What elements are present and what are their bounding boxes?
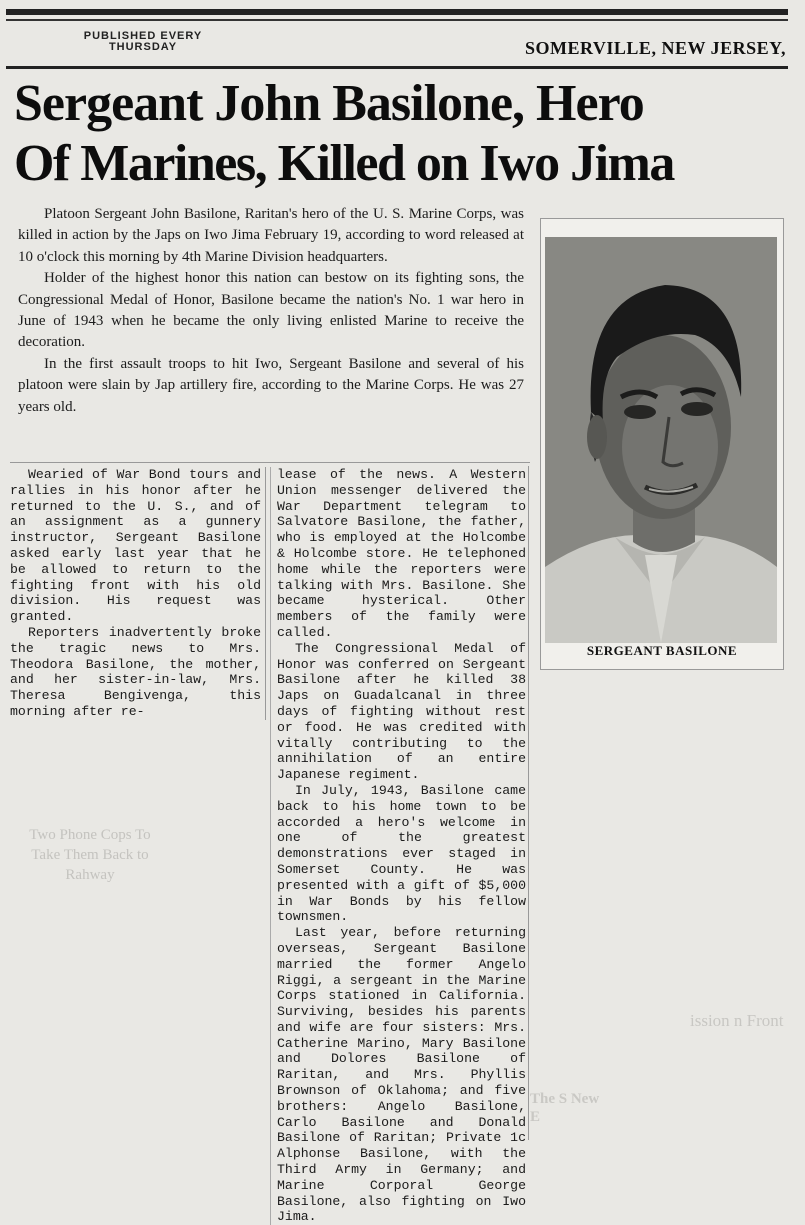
masthead-top-rule	[6, 9, 788, 15]
column-paragraph: The Congressional Medal of Honor was conferred on Sergeant Basilone after he killed 38 Japs on Guadalcanal in three days of fighting without rest or food. He was credited with vitally contributing to the annihilation of an entire Japanese regiment.	[277, 640, 526, 783]
publication-frequency: PUBLISHED EVERY THURSDAY	[83, 30, 203, 53]
column-paragraph: lease of the news. A Western Union messenger delivered the War Department telegram to Salvatore Basilone, the father, who is employed at the Holcombe & Holcombe store. He telephoned home while the reporters were talking with Mrs. Basilone. She became hysterical. Other members of the family were called.	[277, 467, 526, 640]
column-divider	[528, 466, 529, 1140]
lead-paragraph: In the first assault troops to hit Iwo, Sergeant Basilone and several of his platoon were slain by Jap artillery fire, according to the Marine Corps. He was 27 years old.	[18, 355, 524, 415]
headline-line-2: Of Marines, Killed on Iwo Jima	[14, 135, 674, 192]
masthead-bottom-rule	[6, 66, 788, 69]
lead-paragraph: Platoon Sergeant John Basilone, Raritan's hero of the U. S. Marine Corps, was killed in action by the Japs on Iwo Jima February 19, according to word released at 10 o'clock this morning by 4th Marine Division headquarters.	[18, 206, 524, 265]
portrait-box	[540, 218, 784, 670]
lead-paragraphs	[18, 204, 524, 418]
headline	[14, 74, 790, 194]
portrait-caption: SERGEANT BASILONE	[586, 643, 738, 658]
headline-line-1: Sergeant John Basilone, Hero	[14, 75, 644, 132]
column-paragraph: Last year, before returning overseas, Sergeant Basilone married the former Angelo Riggi, a sergeant in the Marine Corps stationed in California. Surviving, besides his parents and wife are four sisters: Mrs. Catherine Marino, Mary Basilone and Dolores Basilone of Raritan, and Mrs. Phyllis Brownson of Oklahoma; and five brothers: Angelo Basilone, Carlo Basilone and Donald Basilone of Raritan; Private 1c Alphonse Basilone, with the Third Army in Germany; and Marine Corporal George Basilone, also fighting on Iwo Jima.	[277, 925, 526, 1225]
bleed-heading-bottom: The S New E	[530, 1091, 600, 1125]
column-paragraph: In July, 1943, Basilone came back to his home town to be accorded a hero's welcome in one of the greatest demonstrations ever staged in Somerset County. He was presented with a gift of $5,000 in War Bonds by his fellow townsmen.	[277, 782, 526, 925]
bleed-heading-right: ission n Front	[690, 1011, 784, 1030]
portrait-image	[545, 237, 777, 643]
article-column-1	[10, 467, 266, 720]
lead-divider	[10, 462, 530, 463]
article-column-2	[270, 467, 526, 1225]
lead-paragraph: Holder of the highest honor this nation can bestow on its fighting sons, the Congressional Medal of Honor, Basilone became the nation's No. 1 war hero in June of 1943 when he became the only living enlisted Marine to receive the decoration.	[18, 270, 524, 351]
column-paragraph: Reporters inadvertently broke the tragic news to Mrs. Theodora Basilone, the mother, and her sister-in-law, Mrs. Theresa Bengivenga, this morning after re-	[10, 624, 261, 719]
column-paragraph: Wearied of War Bond tours and rallies in his honor after he returned to the U. S., and of an assignment as a gunnery instructor, Sergeant Basilone asked early last year that he be allowed to return to the fighting front with his old division. His request was granted.	[10, 467, 261, 625]
masthead-second-rule	[6, 19, 788, 21]
portrait-photo	[545, 237, 777, 643]
dateline: SOMERVILLE, NEW JERSEY,	[525, 38, 786, 58]
bleed-heading-left: Two Phone Cops To Take Them Back to Rahway	[29, 827, 151, 883]
